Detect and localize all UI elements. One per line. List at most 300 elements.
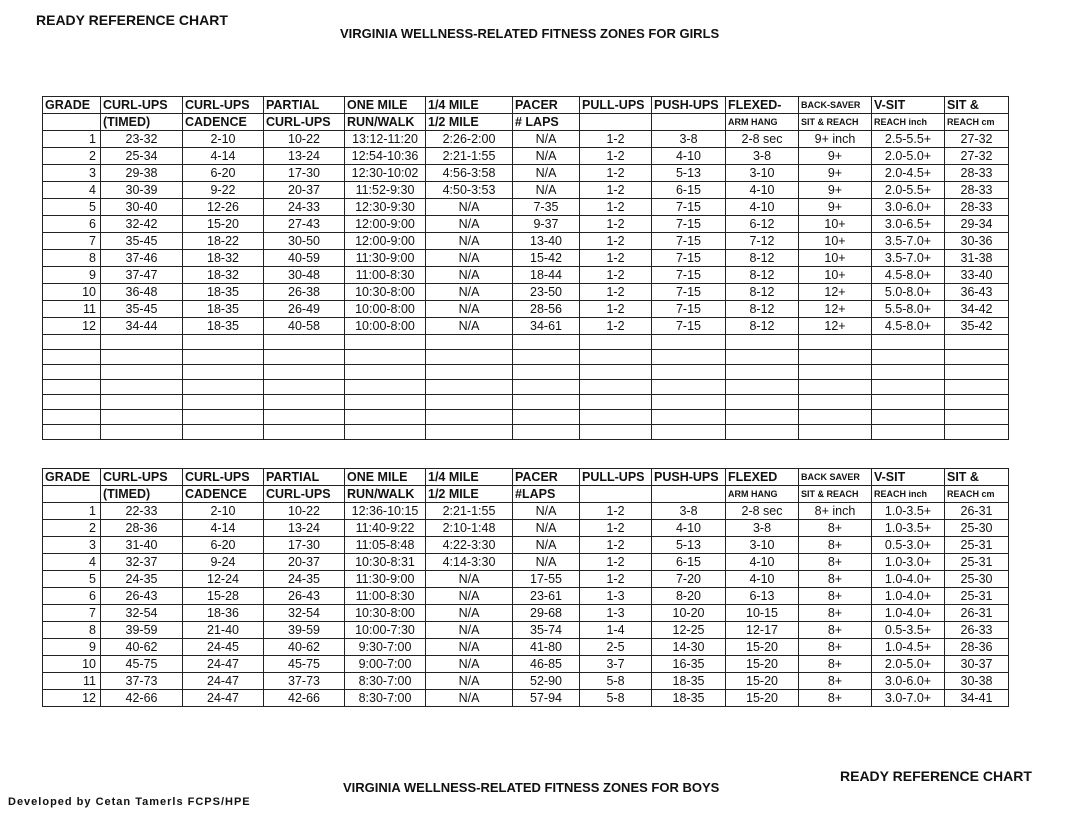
value-cell: N/A: [426, 301, 513, 318]
value-cell: 34-44: [101, 318, 183, 335]
value-cell: 18-35: [183, 301, 264, 318]
header-cell: 1/4 MILE: [426, 469, 513, 486]
value-cell: N/A: [426, 233, 513, 250]
value-cell: 30-50: [264, 233, 345, 250]
value-cell: 7-15: [652, 284, 726, 301]
value-cell: 1-2: [580, 571, 652, 588]
blank-row: [43, 395, 1009, 410]
value-cell: 26-43: [264, 588, 345, 605]
value-cell: 12:54-10:36: [345, 148, 426, 165]
blank-cell: [101, 350, 183, 365]
value-cell: 2:26-2:00: [426, 131, 513, 148]
blank-cell: [580, 425, 652, 440]
header-cell: 1/4 MILE: [426, 97, 513, 114]
value-cell: 9+: [799, 199, 872, 216]
header-cell: CURL-UPS: [183, 97, 264, 114]
value-cell: N/A: [426, 199, 513, 216]
blank-cell: [43, 425, 101, 440]
value-cell: 37-47: [101, 267, 183, 284]
value-cell: 8-12: [726, 318, 799, 335]
value-cell: 15-20: [726, 690, 799, 707]
grade-cell: 7: [43, 233, 101, 250]
value-cell: 1-4: [580, 622, 652, 639]
value-cell: N/A: [426, 571, 513, 588]
value-cell: 12-26: [183, 199, 264, 216]
value-cell: 45-75: [264, 656, 345, 673]
value-cell: 7-15: [652, 301, 726, 318]
table-row: [43, 233, 1009, 250]
blank-cell: [264, 425, 345, 440]
header-cell: SIT &: [945, 97, 1009, 114]
blank-cell: [101, 365, 183, 380]
grade-cell: 9: [43, 639, 101, 656]
blank-cell: [580, 350, 652, 365]
grade-cell: 10: [43, 656, 101, 673]
blank-cell: [345, 350, 426, 365]
grade-cell: 10: [43, 284, 101, 301]
value-cell: 3.0-6.5+: [872, 216, 945, 233]
blank-cell: [101, 425, 183, 440]
value-cell: 1-2: [580, 131, 652, 148]
blank-cell: [652, 365, 726, 380]
blank-cell: [726, 425, 799, 440]
header-cell: REACH inch: [872, 486, 945, 503]
value-cell: 4-10: [652, 148, 726, 165]
grade-cell: 2: [43, 148, 101, 165]
value-cell: 2:21-1:55: [426, 148, 513, 165]
value-cell: 24-35: [101, 571, 183, 588]
value-cell: 12:36-10:15: [345, 503, 426, 520]
blank-cell: [426, 335, 513, 350]
value-cell: 1.0-4.5+: [872, 639, 945, 656]
value-cell: 34-41: [945, 690, 1009, 707]
value-cell: 33-40: [945, 267, 1009, 284]
value-cell: 40-59: [264, 250, 345, 267]
header-cell: PUSH-UPS: [652, 97, 726, 114]
value-cell: 32-42: [101, 216, 183, 233]
value-cell: 2-10: [183, 131, 264, 148]
header-row: [43, 97, 1009, 114]
value-cell: 29-68: [513, 605, 580, 622]
value-cell: 1-2: [580, 503, 652, 520]
value-cell: 12+: [799, 318, 872, 335]
value-cell: 8-12: [726, 267, 799, 284]
value-cell: 14-30: [652, 639, 726, 656]
table-row: [43, 199, 1009, 216]
value-cell: 10+: [799, 233, 872, 250]
value-cell: 1-2: [580, 165, 652, 182]
value-cell: 12:30-10:02: [345, 165, 426, 182]
blank-cell: [183, 425, 264, 440]
value-cell: 15-20: [726, 673, 799, 690]
value-cell: 37-73: [101, 673, 183, 690]
value-cell: 8-12: [726, 284, 799, 301]
value-cell: 35-45: [101, 301, 183, 318]
value-cell: 1.0-3.5+: [872, 520, 945, 537]
value-cell: 12-24: [183, 571, 264, 588]
value-cell: 8+: [799, 605, 872, 622]
blank-cell: [652, 395, 726, 410]
blank-cell: [945, 410, 1009, 425]
value-cell: 1-2: [580, 301, 652, 318]
value-cell: 52-90: [513, 673, 580, 690]
value-cell: 1-2: [580, 537, 652, 554]
value-cell: N/A: [513, 148, 580, 165]
value-cell: 2:10-1:48: [426, 520, 513, 537]
blank-row: [43, 425, 1009, 440]
value-cell: 36-48: [101, 284, 183, 301]
value-cell: 39-59: [101, 622, 183, 639]
credit-line: Developed by Cetan Tamerls FCPS/HPE: [8, 796, 251, 808]
value-cell: 8+: [799, 690, 872, 707]
blank-cell: [426, 410, 513, 425]
value-cell: 26-38: [264, 284, 345, 301]
value-cell: 1.0-4.0+: [872, 605, 945, 622]
value-cell: 10+: [799, 267, 872, 284]
value-cell: 34-42: [945, 301, 1009, 318]
grade-cell: 11: [43, 673, 101, 690]
value-cell: N/A: [426, 605, 513, 622]
blank-cell: [264, 410, 345, 425]
value-cell: 11:30-9:00: [345, 250, 426, 267]
value-cell: 8+: [799, 520, 872, 537]
value-cell: 17-55: [513, 571, 580, 588]
value-cell: 31-40: [101, 537, 183, 554]
value-cell: 18-22: [183, 233, 264, 250]
value-cell: 37-73: [264, 673, 345, 690]
value-cell: 17-30: [264, 537, 345, 554]
header-cell: CADENCE: [183, 114, 264, 131]
value-cell: 18-35: [183, 318, 264, 335]
value-cell: 3.5-7.0+: [872, 233, 945, 250]
blank-cell: [426, 425, 513, 440]
value-cell: N/A: [513, 537, 580, 554]
value-cell: 7-12: [726, 233, 799, 250]
value-cell: N/A: [426, 318, 513, 335]
value-cell: 8+: [799, 656, 872, 673]
value-cell: 41-80: [513, 639, 580, 656]
grade-cell: 2: [43, 520, 101, 537]
value-cell: 35-74: [513, 622, 580, 639]
blank-cell: [264, 395, 345, 410]
value-cell: 11:52-9:30: [345, 182, 426, 199]
header-cell: CURL-UPS: [101, 97, 183, 114]
value-cell: 7-15: [652, 267, 726, 284]
blank-cell: [872, 335, 945, 350]
blank-cell: [580, 365, 652, 380]
value-cell: 4.5-8.0+: [872, 318, 945, 335]
value-cell: 9+: [799, 165, 872, 182]
value-cell: N/A: [426, 690, 513, 707]
value-cell: 18-35: [652, 673, 726, 690]
value-cell: N/A: [513, 554, 580, 571]
value-cell: 9:00-7:00: [345, 656, 426, 673]
header-cell: V-SIT: [872, 469, 945, 486]
value-cell: 23-50: [513, 284, 580, 301]
value-cell: 20-37: [264, 182, 345, 199]
value-cell: 12:30-9:30: [345, 199, 426, 216]
value-cell: 10-22: [264, 131, 345, 148]
boys-fitness-table: [42, 468, 1009, 707]
table-row: [43, 520, 1009, 537]
blank-cell: [872, 425, 945, 440]
blank-cell: [426, 395, 513, 410]
value-cell: 2.0-5.0+: [872, 656, 945, 673]
value-cell: 3-10: [726, 537, 799, 554]
header-cell: PARTIAL: [264, 97, 345, 114]
blank-cell: [652, 380, 726, 395]
value-cell: 26-31: [945, 605, 1009, 622]
value-cell: 0.5-3.5+: [872, 622, 945, 639]
blank-cell: [726, 365, 799, 380]
grade-cell: 7: [43, 605, 101, 622]
table-row: [43, 148, 1009, 165]
value-cell: 2.0-4.5+: [872, 165, 945, 182]
value-cell: 9-24: [183, 554, 264, 571]
value-cell: 8+: [799, 639, 872, 656]
blank-row: [43, 410, 1009, 425]
blank-cell: [345, 365, 426, 380]
value-cell: 8+: [799, 622, 872, 639]
value-cell: 7-35: [513, 199, 580, 216]
blank-cell: [799, 425, 872, 440]
value-cell: 6-13: [726, 588, 799, 605]
value-cell: 5-8: [580, 673, 652, 690]
value-cell: 27-43: [264, 216, 345, 233]
grade-cell: 12: [43, 318, 101, 335]
value-cell: 8-12: [726, 250, 799, 267]
value-cell: 9+ inch: [799, 131, 872, 148]
value-cell: 7-20: [652, 571, 726, 588]
value-cell: 6-15: [652, 182, 726, 199]
blank-cell: [101, 380, 183, 395]
header-cell: PULL-UPS: [580, 469, 652, 486]
value-cell: 3-10: [726, 165, 799, 182]
grade-cell: 5: [43, 571, 101, 588]
value-cell: 17-30: [264, 165, 345, 182]
blank-cell: [872, 395, 945, 410]
value-cell: 30-48: [264, 267, 345, 284]
value-cell: 8+: [799, 588, 872, 605]
blank-cell: [43, 410, 101, 425]
value-cell: 32-37: [101, 554, 183, 571]
value-cell: 23-61: [513, 588, 580, 605]
blank-cell: [43, 380, 101, 395]
table-row: [43, 301, 1009, 318]
blank-cell: [264, 365, 345, 380]
top-left-title: READY REFERENCE CHART: [36, 12, 228, 28]
grade-cell: 8: [43, 250, 101, 267]
value-cell: 28-36: [945, 639, 1009, 656]
value-cell: 11:30-9:00: [345, 571, 426, 588]
grade-cell: 3: [43, 537, 101, 554]
table-row: [43, 588, 1009, 605]
header-row: [43, 469, 1009, 486]
header-cell: PACER: [513, 469, 580, 486]
value-cell: 2.5-5.5+: [872, 131, 945, 148]
blank-cell: [43, 365, 101, 380]
blank-row: [43, 335, 1009, 350]
value-cell: 3-7: [580, 656, 652, 673]
grade-cell: 6: [43, 588, 101, 605]
value-cell: 12-25: [652, 622, 726, 639]
value-cell: 40-62: [101, 639, 183, 656]
header-cell: RUN/WALK: [345, 114, 426, 131]
value-cell: 26-43: [101, 588, 183, 605]
value-cell: 4:50-3:53: [426, 182, 513, 199]
value-cell: 30-36: [945, 233, 1009, 250]
header-cell: V-SIT: [872, 97, 945, 114]
value-cell: 35-42: [945, 318, 1009, 335]
value-cell: 26-33: [945, 622, 1009, 639]
value-cell: 4.5-8.0+: [872, 267, 945, 284]
value-cell: 7-15: [652, 318, 726, 335]
value-cell: N/A: [426, 284, 513, 301]
value-cell: 13:12-11:20: [345, 131, 426, 148]
value-cell: 18-32: [183, 250, 264, 267]
blank-cell: [652, 410, 726, 425]
value-cell: 8+: [799, 571, 872, 588]
table-row: [43, 656, 1009, 673]
grade-cell: 6: [43, 216, 101, 233]
blank-cell: [101, 335, 183, 350]
value-cell: 2.0-5.5+: [872, 182, 945, 199]
value-cell: 2-8 sec: [726, 503, 799, 520]
value-cell: 12+: [799, 301, 872, 318]
header-row: [43, 486, 1009, 503]
value-cell: 11:05-8:48: [345, 537, 426, 554]
value-cell: 15-20: [726, 656, 799, 673]
blank-cell: [726, 335, 799, 350]
blank-cell: [183, 335, 264, 350]
value-cell: 5-8: [580, 690, 652, 707]
value-cell: 28-56: [513, 301, 580, 318]
value-cell: 1.0-4.0+: [872, 571, 945, 588]
value-cell: 1-2: [580, 250, 652, 267]
header-cell: CURL-UPS: [264, 486, 345, 503]
value-cell: 35-45: [101, 233, 183, 250]
blank-cell: [726, 380, 799, 395]
value-cell: 3.5-7.0+: [872, 250, 945, 267]
header-cell: REACH cm: [945, 486, 1009, 503]
table-row: [43, 554, 1009, 571]
value-cell: 11:40-9:22: [345, 520, 426, 537]
table-row: [43, 571, 1009, 588]
header-cell: GRADE: [43, 469, 101, 486]
value-cell: 18-35: [183, 284, 264, 301]
header-cell: [652, 486, 726, 503]
blank-cell: [183, 410, 264, 425]
value-cell: N/A: [513, 165, 580, 182]
header-cell: [580, 486, 652, 503]
value-cell: 8-20: [652, 588, 726, 605]
value-cell: 2-10: [183, 503, 264, 520]
value-cell: 13-40: [513, 233, 580, 250]
header-cell: PULL-UPS: [580, 97, 652, 114]
value-cell: 1.0-3.0+: [872, 554, 945, 571]
value-cell: 3.0-6.0+: [872, 199, 945, 216]
header-cell: REACH cm: [945, 114, 1009, 131]
blank-cell: [183, 365, 264, 380]
value-cell: 37-46: [101, 250, 183, 267]
value-cell: 7-15: [652, 199, 726, 216]
value-cell: 3-8: [726, 148, 799, 165]
value-cell: 57-94: [513, 690, 580, 707]
blank-cell: [945, 380, 1009, 395]
table-row: [43, 131, 1009, 148]
value-cell: 1-2: [580, 554, 652, 571]
value-cell: 8:30-7:00: [345, 690, 426, 707]
value-cell: 13-24: [264, 148, 345, 165]
value-cell: 3-8: [652, 131, 726, 148]
value-cell: 29-34: [945, 216, 1009, 233]
value-cell: 4-14: [183, 148, 264, 165]
value-cell: 3.0-7.0+: [872, 690, 945, 707]
value-cell: 27-32: [945, 148, 1009, 165]
value-cell: 11:00-8:30: [345, 588, 426, 605]
grade-cell: 8: [43, 622, 101, 639]
table-row: [43, 605, 1009, 622]
value-cell: 4:14-3:30: [426, 554, 513, 571]
blank-cell: [799, 380, 872, 395]
value-cell: 2.0-5.0+: [872, 148, 945, 165]
value-cell: 25-34: [101, 148, 183, 165]
header-cell: CURL-UPS: [101, 469, 183, 486]
value-cell: 24-35: [264, 571, 345, 588]
grade-cell: 1: [43, 503, 101, 520]
table-row: [43, 182, 1009, 199]
value-cell: 4-14: [183, 520, 264, 537]
blank-cell: [426, 380, 513, 395]
header-cell: ARM HANG: [726, 486, 799, 503]
header-cell: RUN/WALK: [345, 486, 426, 503]
value-cell: N/A: [426, 250, 513, 267]
value-cell: 31-38: [945, 250, 1009, 267]
value-cell: 5.5-8.0+: [872, 301, 945, 318]
grade-cell: 11: [43, 301, 101, 318]
value-cell: 6-20: [183, 537, 264, 554]
value-cell: 10-15: [726, 605, 799, 622]
blank-cell: [945, 425, 1009, 440]
value-cell: 7-15: [652, 233, 726, 250]
header-cell: REACH inch: [872, 114, 945, 131]
value-cell: 18-32: [183, 267, 264, 284]
blank-cell: [426, 365, 513, 380]
table-row: [43, 673, 1009, 690]
header-cell: SIT &: [945, 469, 1009, 486]
value-cell: 8+: [799, 537, 872, 554]
value-cell: 15-28: [183, 588, 264, 605]
value-cell: 9-22: [183, 182, 264, 199]
header-cell: PARTIAL: [264, 469, 345, 486]
value-cell: 30-38: [945, 673, 1009, 690]
value-cell: N/A: [426, 673, 513, 690]
value-cell: 24-47: [183, 673, 264, 690]
value-cell: 22-33: [101, 503, 183, 520]
value-cell: 1-3: [580, 588, 652, 605]
blank-cell: [872, 365, 945, 380]
value-cell: 12:00-9:00: [345, 233, 426, 250]
value-cell: 28-33: [945, 199, 1009, 216]
value-cell: 5-13: [652, 537, 726, 554]
table-row: [43, 216, 1009, 233]
value-cell: 1-2: [580, 267, 652, 284]
value-cell: 28-36: [101, 520, 183, 537]
value-cell: 32-54: [264, 605, 345, 622]
table-row: [43, 318, 1009, 335]
value-cell: 27-32: [945, 131, 1009, 148]
header-cell: SIT & REACH: [799, 486, 872, 503]
